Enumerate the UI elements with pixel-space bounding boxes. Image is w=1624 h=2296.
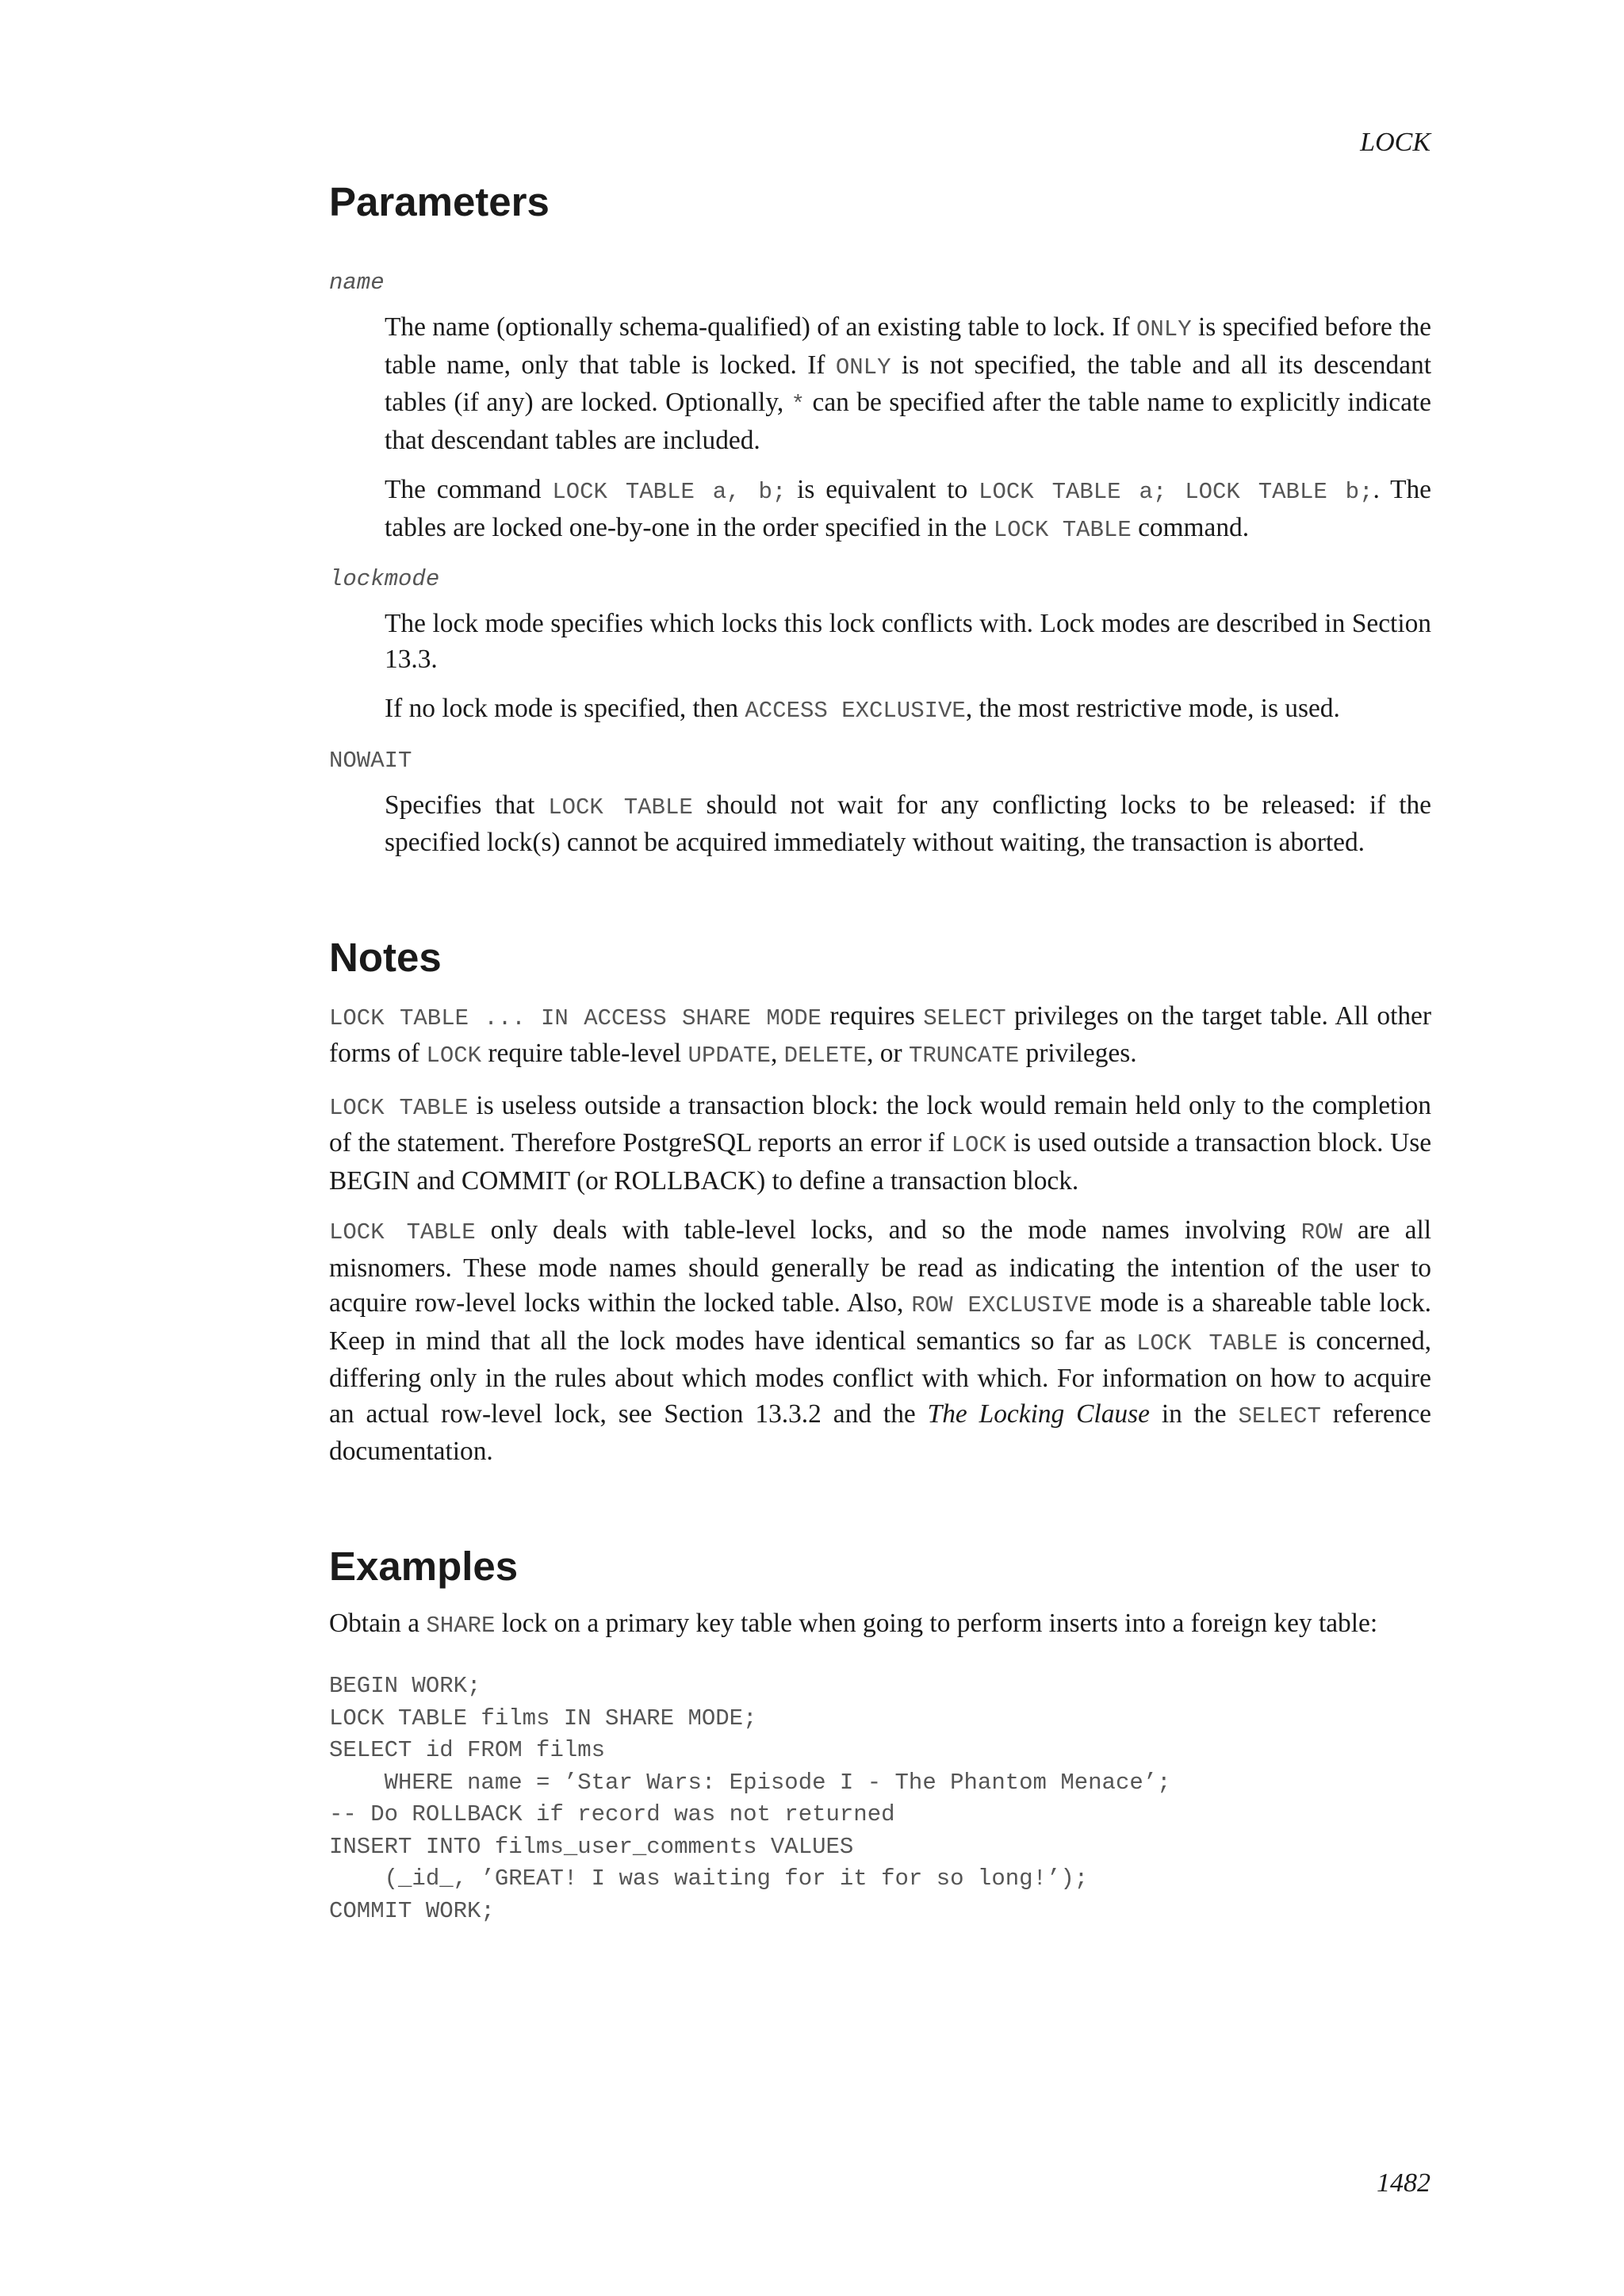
- notes-heading: Notes: [329, 934, 442, 980]
- param-desc-nowait: [385, 788, 1431, 861]
- text: Obtain a: [329, 1608, 427, 1638]
- text: only deals with table-level locks, and so the mode names involving: [475, 1215, 1301, 1245]
- paragraph: [329, 1213, 1431, 1470]
- text: ,: [770, 1039, 784, 1068]
- text: is used outside a transaction block. Use BEGIN and COMMIT (or ROLLBACK) to define a transaction block.: [329, 1128, 1432, 1196]
- paragraph: [385, 310, 1431, 458]
- parameter-list: [329, 267, 1431, 861]
- code-literal: *: [791, 392, 806, 418]
- text: . The tables are locked one-by-one in the order specified in the: [385, 475, 1431, 542]
- code-literal: ACCESS EXCLUSIVE: [745, 698, 966, 724]
- code-literal: SELECT: [1238, 1402, 1321, 1429]
- running-header: LOCK: [1360, 128, 1431, 157]
- text: can be specified after the table name to explicitly indicate that descendant tables are included.: [385, 388, 1431, 455]
- code-literal: LOCK TABLE: [548, 794, 693, 821]
- code-literal: LOCK TABLE: [329, 1094, 469, 1121]
- text: is specified before the table name, only that table is locked. If: [385, 312, 1431, 380]
- code-literal: LOCK TABLE a; LOCK TABLE b;: [979, 479, 1373, 505]
- parameters-section: [329, 178, 1431, 861]
- text: is concerned, differing only in the rules about which modes conflict with which. For information on how to acquire an actual row-level lock, see Section 13.3.2 and the: [329, 1326, 1432, 1429]
- text: , or: [867, 1039, 909, 1068]
- code-literal: LOCK TABLE ... IN ACCESS SHARE MODE: [329, 1004, 822, 1031]
- code-literal: LOCK TABLE: [993, 516, 1132, 543]
- text: mode is a shareable table lock. Keep in mind that all the lock modes have identical semantics so far as: [329, 1288, 1431, 1356]
- text: Specifies that: [385, 790, 549, 820]
- code-literal: ONLY: [1136, 316, 1192, 342]
- code-literal: ROW EXCLUSIVE: [911, 1292, 1093, 1318]
- text: privileges on the target table. All other forms of: [329, 1001, 1431, 1068]
- code-literal: LOCK: [951, 1132, 1007, 1158]
- param-desc-name: [385, 310, 1431, 548]
- text: reference documentation.: [329, 1399, 1431, 1466]
- page-number: 1482: [1377, 2168, 1431, 2198]
- code-literal: ROW: [1300, 1219, 1342, 1246]
- examples-section: [329, 1543, 1431, 1928]
- code-literal: LOCK TABLE a, b;: [552, 479, 787, 505]
- paragraph: The lock mode specifies which locks this lock conflicts with. Lock modes are described in Section 13.3.: [385, 609, 1431, 674]
- text: are all misnomers. These mode names should generally be read as indicating the intention of the user to acquire row-level locks within the locked table. Also,: [329, 1215, 1432, 1318]
- emphasis: The Locking Clause: [927, 1399, 1150, 1429]
- code-literal: SELECT: [923, 1004, 1006, 1031]
- code-literal: LOCK TABLE: [1136, 1330, 1278, 1357]
- notes-section: [329, 934, 1431, 1470]
- paragraph: [329, 1606, 1431, 1644]
- code-literal: LOCK: [426, 1043, 482, 1069]
- code-literal: DELETE: [783, 1043, 868, 1069]
- text: require table-level: [481, 1039, 688, 1068]
- text: The name (optionally schema-qualified) of an existing table to lock. If: [385, 312, 1136, 342]
- text: If no lock mode is specified, then: [385, 694, 745, 723]
- text: is useless outside a transaction block: the lock would remain held only to the completion of the statement. Therefore PostgreSQL reports an error if: [329, 1090, 1431, 1158]
- text: should not wait for any conflicting locks to be released: if the specified lock(s) cannot be acquired immediately without waiting, the transaction is aborted.: [385, 790, 1431, 857]
- text: is not specified, the table and all its descendant tables (if any) are locked. Optionally,: [385, 350, 1431, 417]
- paragraph: [385, 788, 1431, 861]
- param-term-name: name: [329, 270, 385, 296]
- code-literal: UPDATE: [688, 1043, 771, 1069]
- text: privileges.: [1019, 1039, 1137, 1068]
- param-desc-lockmode: [385, 607, 1431, 729]
- code-block: BEGIN WORK; LOCK TABLE films IN SHARE MODE; SELECT id FROM films WHERE name = ’Star Wars: Episode I - The Phantom Menace’; -- Do ROLLBACK if record was not returned INSERT INTO films_user_comments VALUES (_id_, ’GREAT! I was waiting for it for so long!’); COMMIT WORK;: [329, 1673, 1171, 1924]
- page-content: [329, 178, 1431, 1927]
- param-term-lockmode: lockmode: [329, 566, 440, 592]
- code-literal: SHARE: [426, 1612, 496, 1639]
- parameters-heading: Parameters: [329, 179, 550, 224]
- text: command.: [1131, 512, 1250, 542]
- examples-heading: Examples: [329, 1543, 519, 1589]
- text: in the: [1149, 1399, 1239, 1429]
- text: , the most restrictive mode, is used.: [965, 694, 1340, 723]
- code-literal: TRUNCATE: [908, 1043, 1020, 1069]
- paragraph: [329, 1089, 1431, 1200]
- text: lock on a primary key table when going to perform inserts into a foreign key table:: [495, 1608, 1378, 1638]
- text: The command: [385, 475, 553, 504]
- code-literal: ONLY: [835, 354, 891, 381]
- paragraph: [385, 473, 1431, 548]
- paragraph: [329, 999, 1431, 1074]
- text: requires: [822, 1001, 924, 1031]
- code-literal: LOCK TABLE: [329, 1219, 476, 1246]
- text: is equivalent to: [786, 475, 979, 504]
- paragraph: [385, 691, 1431, 729]
- param-term-nowait: NOWAIT: [329, 747, 412, 774]
